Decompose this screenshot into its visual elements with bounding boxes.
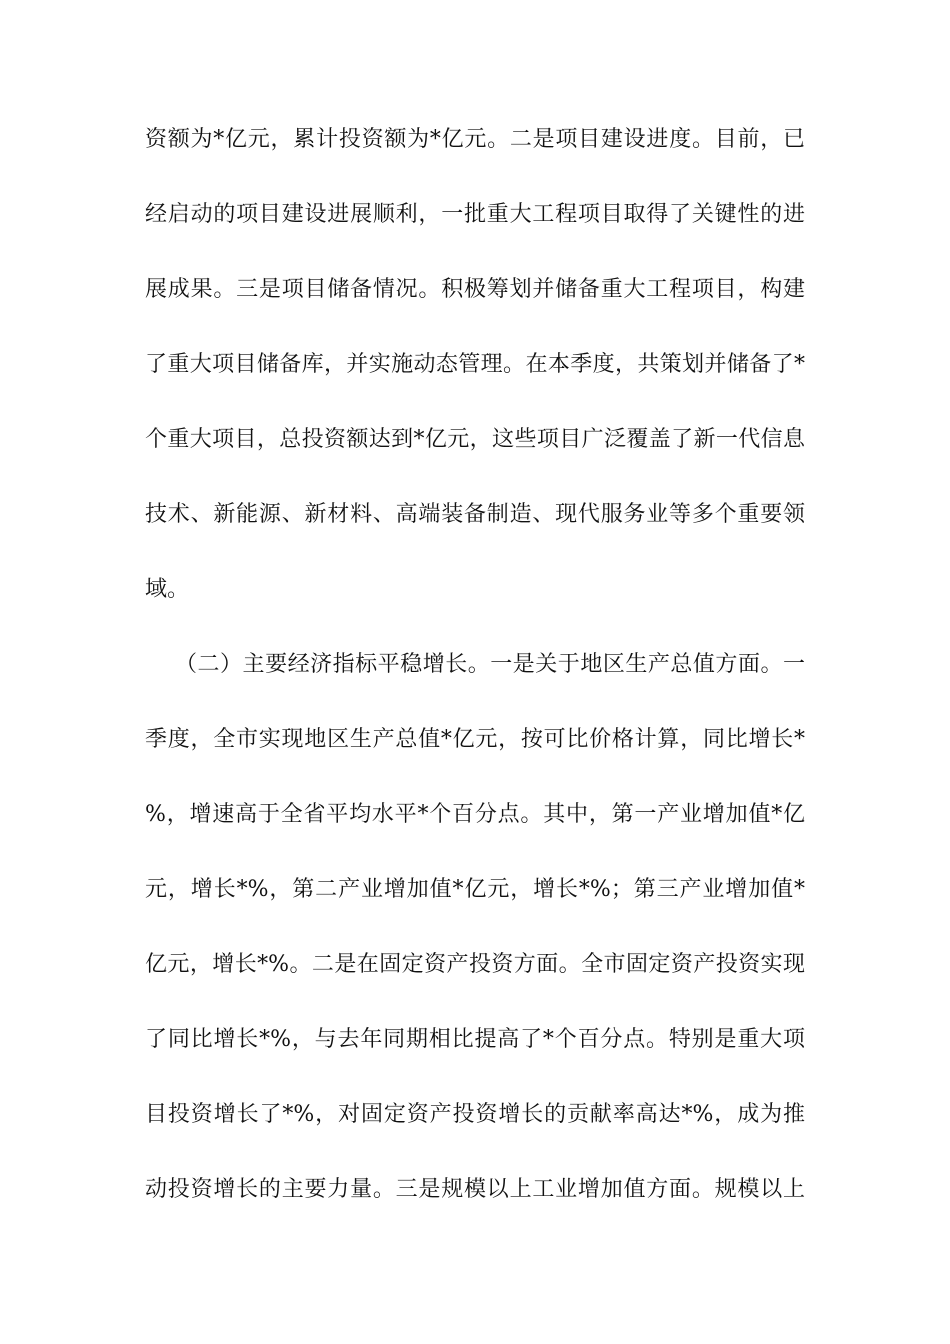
text-line: 资额为*亿元，累计投资额为*亿元。二是项目建设进度。目前，已 [145,127,805,152]
text-line: 动投资增长的主要力量。三是规模以上工业增加值方面。规模以上 [145,1177,805,1202]
text-line: 技术、新能源、新材料、高端装备制造、现代服务业等多个重要领 [145,502,805,527]
text-line: %，增速高于全省平均水平*个百分点。其中，第一产业增加值*亿 [145,802,805,827]
text-line: 了同比增长*%，与去年同期相比提高了*个百分点。特别是重大项 [145,1027,805,1052]
paragraph-economic-indicators [145,627,805,1227]
text-line: 经启动的项目建设进展顺利，一批重大工程项目取得了关键性的进 [145,202,805,227]
text-line: 展成果。三是项目储备情况。积极筹划并储备重大工程项目，构建 [145,277,805,302]
paragraph-project-investment [145,102,805,627]
text-line: 元，增长*%，第二产业增加值*亿元，增长*%；第三产业增加值* [145,877,805,902]
document-page [145,102,805,1227]
text-line: 了重大项目储备库，并实施动态管理。在本季度，共策划并储备了* [145,352,805,377]
text-line: 个重大项目，总投资额达到*亿元，这些项目广泛覆盖了新一代信息 [145,427,805,452]
text-line: 亿元，增长*%。二是在固定资产投资方面。全市固定资产投资实现 [145,952,805,977]
text-line: 季度，全市实现地区生产总值*亿元，按可比价格计算，同比增长* [145,727,805,752]
text-line: 域。 [145,577,190,602]
section-heading-line: （二）主要经济指标平稳增长。一是关于地区生产总值方面。一 [175,652,805,677]
text-line: 目投资增长了*%，对固定资产投资增长的贡献率高达*%，成为推 [145,1102,805,1127]
